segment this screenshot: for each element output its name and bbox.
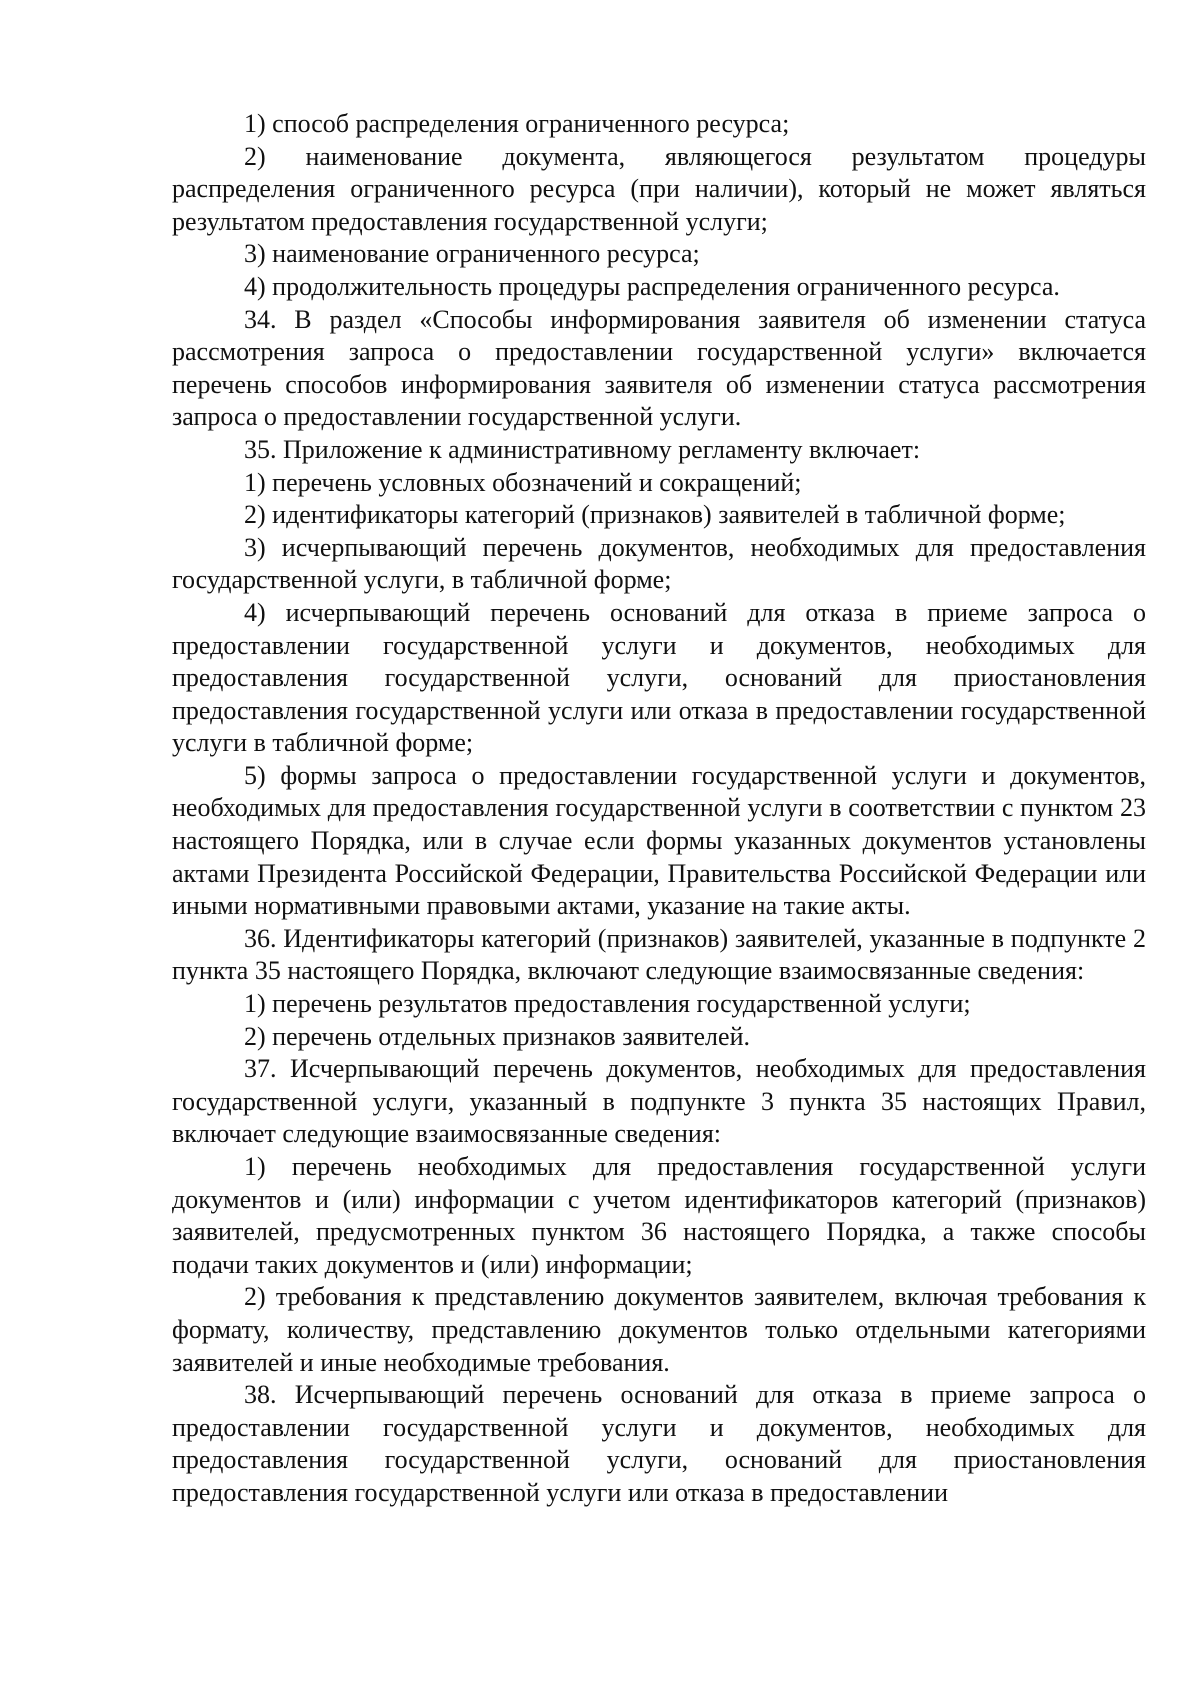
paragraph-section-35: 35. Приложение к административному регламенту включает:	[244, 434, 921, 464]
paragraph-item-37-1: 1) перечень необходимых для предоставления государственной услуги документов и (или) информации с учетом идентификаторов категорий (признаков) заявителей, предусмотренных пунктом 36 настоящего Порядка, а также способы подачи таких документов и (или) информации;	[172, 1152, 1146, 1279]
paragraph-item-35-2: 2) идентификаторы категорий (признаков) заявителей в табличной форме;	[244, 500, 1066, 530]
paragraph-item-36-2: 2) перечень отдельных признаков заявителей.	[244, 1021, 750, 1051]
paragraph-section-36: 36. Идентификаторы категорий (признаков) заявителей, указанные в подпункте 2 пункта 35 настоящего Порядка, включают следующие взаимосвязанные сведения:	[172, 923, 1146, 986]
paragraph-item-35-1: 1) перечень условных обозначений и сокращений;	[244, 467, 802, 497]
paragraph-item-2: 2) наименование документа, являющегося результатом процедуры распределения ограниченного ресурса (при наличии), который не может являться результатом предоставления государственной услуги;	[172, 141, 1146, 236]
paragraph-item-4: 4) продолжительность процедуры распределения ограниченного ресурса.	[244, 271, 1060, 301]
paragraph-item-35-5: 5) формы запроса о предоставлении государственной услуги и документов, необходимых для предоставления государственной услуги в соответствии с пунктом 23 настоящего Порядка, или в случае если формы указанных документов установлены актами Президента Российской Федерации, Правительства Российской Федерации или иными нормативными правовыми актами, указание на такие акты.	[172, 760, 1146, 921]
paragraph-item-36-1: 1) перечень результатов предоставления государственной услуги;	[244, 989, 971, 1019]
paragraph-section-34: 34. В раздел «Способы информирования заявителя об изменении статуса рассмотрения запроса о предоставлении государственной услуги» включается перечень способов информирования заявителя об изменении статуса рассмотрения запроса о предоставлении государственной услуги.	[172, 304, 1146, 432]
document-page	[172, 108, 1146, 1510]
paragraph-item-35-3: 3) исчерпывающий перечень документов, необходимых для предоставления государственной услуги, в табличной форме;	[172, 532, 1146, 595]
paragraph-item-37-2: 2) требования к представлению документов заявителем, включая требования к формату, количеству, представлению документов только отдельными категориями заявителей и иные необходимые требования.	[172, 1282, 1146, 1377]
paragraph-section-37: 37. Исчерпывающий перечень документов, необходимых для предоставления государственной услуги, указанный в подпункте 3 пункта 35 настоящих Правил, включает следующие взаимосвязанные сведения:	[172, 1054, 1146, 1149]
paragraph-item-3: 3) наименование ограниченного ресурса;	[244, 239, 700, 269]
paragraph-item-1: 1) способ распределения ограниченного ресурса;	[244, 109, 790, 138]
paragraph-item-35-4: 4) исчерпывающий перечень оснований для отказа в приеме запроса о предоставлении государственной услуги и документов, необходимых для предоставления государственной услуги, оснований для приостановления предоставления государственной услуги или отказа в предоставлении государственной услуги в табличной форме;	[172, 597, 1146, 758]
paragraph-section-38: 38. Исчерпывающий перечень оснований для отказа в приеме запроса о предоставлении государственной услуги и документов, необходимых для предоставления государственной услуги, оснований для приостановления предоставления государственной услуги или отказа в предоставлении	[172, 1380, 1146, 1507]
